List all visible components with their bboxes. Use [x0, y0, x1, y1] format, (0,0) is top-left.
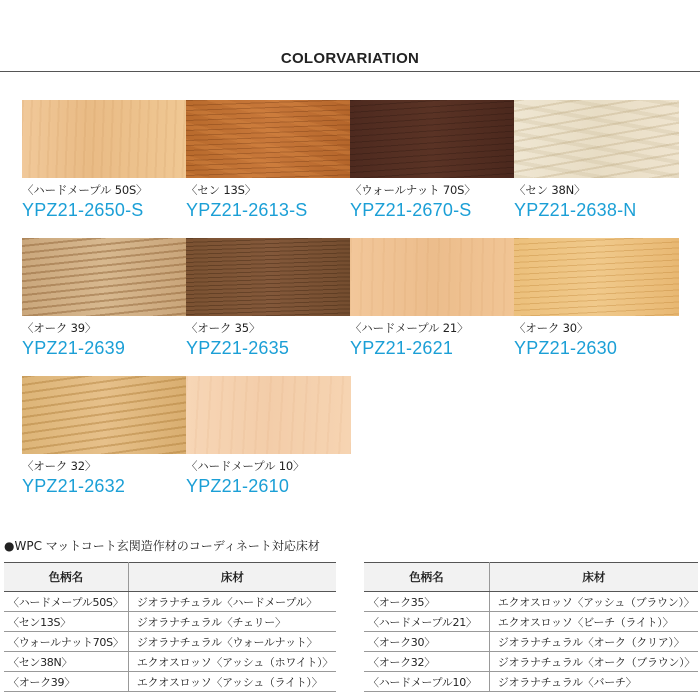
swatch-label: 〈ウォールナット 70S〉 [350, 183, 476, 197]
table-row [4, 612, 336, 632]
floor-cell: ジオラナチュラル〈チェリー〉 [128, 612, 336, 632]
page-title: COLORVARIATION [280, 50, 420, 67]
title-divider [0, 71, 700, 72]
wood-swatch [186, 376, 351, 454]
product-code: YPZ21-2639 [22, 338, 126, 358]
wood-swatch [514, 100, 679, 178]
swatch-label: 〈セン 38N〉 [514, 183, 586, 197]
wood-swatch [350, 238, 515, 316]
swatch-item [186, 100, 351, 221]
swatch-label: 〈オーク 35〉 [186, 321, 261, 335]
color-name-cell: 〈セン38N〉 [4, 652, 128, 672]
product-code: YPZ21-2630 [514, 338, 618, 358]
floor-cell: ジオラナチュラル〈バーチ〉 [489, 672, 698, 692]
color-name-cell: 〈オーク30〉 [364, 632, 489, 652]
floor-cell: ジオラナチュラル〈オーク（クリア）〉 [489, 632, 698, 652]
floor-cell: エクオスロッソ〈アッシュ（ブラウン）〉 [489, 592, 698, 612]
wood-swatch [22, 376, 187, 454]
wood-swatch [186, 100, 351, 178]
color-name-cell: 〈ウォールナット70S〉 [4, 632, 128, 652]
table-row [364, 652, 698, 672]
floor-cell: ジオラナチュラル〈オーク（ブラウン）〉 [489, 652, 698, 672]
floor-cell: ジオラナチュラル〈ハードメープル〉 [128, 592, 336, 612]
floor-cell: エクオスロッソ〈アッシュ（ライト）〉 [128, 672, 336, 692]
swatch-item [514, 238, 679, 359]
coordinate-table-left [4, 562, 336, 692]
product-code: YPZ21-2670-S [350, 200, 472, 220]
table-header-row [4, 563, 336, 592]
product-code: YPZ21-2650-S [22, 200, 144, 220]
color-name-cell: 〈ハードメープル10〉 [364, 672, 489, 692]
color-name-cell: 〈オーク35〉 [364, 592, 489, 612]
floor-cell: ジオラナチュラル〈ウォールナット〉 [128, 632, 336, 652]
color-name-cell: 〈オーク32〉 [364, 652, 489, 672]
swatch-label: 〈セン 13S〉 [186, 183, 256, 197]
swatch-label: 〈オーク 30〉 [514, 321, 589, 335]
table-row [4, 672, 336, 692]
product-code: YPZ21-2632 [22, 476, 126, 496]
table-row [364, 612, 698, 632]
wood-swatch [22, 238, 187, 316]
swatch-item [186, 376, 351, 497]
swatch-label: 〈オーク 32〉 [22, 459, 97, 473]
floor-cell: エクオスロッソ〈ビーチ（ライト）〉 [489, 612, 698, 632]
product-code: YPZ21-2635 [186, 338, 290, 358]
swatch-label: 〈ハードメープル 10〉 [186, 459, 305, 473]
wood-swatch [186, 238, 351, 316]
color-name-cell: 〈ハードメープル50S〉 [4, 592, 128, 612]
wood-swatch [514, 238, 679, 316]
swatch-item [350, 100, 515, 221]
product-code: YPZ21-2613-S [186, 200, 308, 220]
coordinate-note: ●WPC マットコート玄関造作材のコーディネート対応床材 [4, 539, 320, 553]
color-name-cell: 〈セン13S〉 [4, 612, 128, 632]
floor-cell: エクオスロッソ〈アッシュ（ホワイト）〉 [128, 652, 336, 672]
swatch-item [22, 238, 187, 359]
header-color-name: 色柄名 [364, 563, 489, 592]
wood-swatch [350, 100, 515, 178]
swatch-item [514, 100, 679, 221]
header-floor-material: 床材 [128, 563, 336, 592]
swatch-item [22, 100, 187, 221]
table-row [364, 632, 698, 652]
swatch-label: 〈オーク 39〉 [22, 321, 97, 335]
coordinate-table-right [364, 562, 698, 692]
swatch-item [350, 238, 515, 359]
table-row [364, 592, 698, 612]
color-name-cell: 〈ハードメープル21〉 [364, 612, 489, 632]
table-row [4, 652, 336, 672]
color-name-cell: 〈オーク39〉 [4, 672, 128, 692]
swatch-label: 〈ハードメープル 50S〉 [22, 183, 148, 197]
product-code: YPZ21-2610 [186, 476, 290, 496]
swatch-item [22, 376, 187, 497]
wood-swatch [22, 100, 187, 178]
table-header-row [364, 563, 698, 592]
header-floor-material: 床材 [489, 563, 698, 592]
table-row [4, 632, 336, 652]
swatch-label: 〈ハードメープル 21〉 [350, 321, 469, 335]
table-row [364, 672, 698, 692]
header-color-name: 色柄名 [4, 563, 128, 592]
product-code: YPZ21-2621 [350, 338, 454, 358]
table-row [4, 592, 336, 612]
swatch-item [186, 238, 351, 359]
product-code: YPZ21-2638-N [514, 200, 637, 220]
